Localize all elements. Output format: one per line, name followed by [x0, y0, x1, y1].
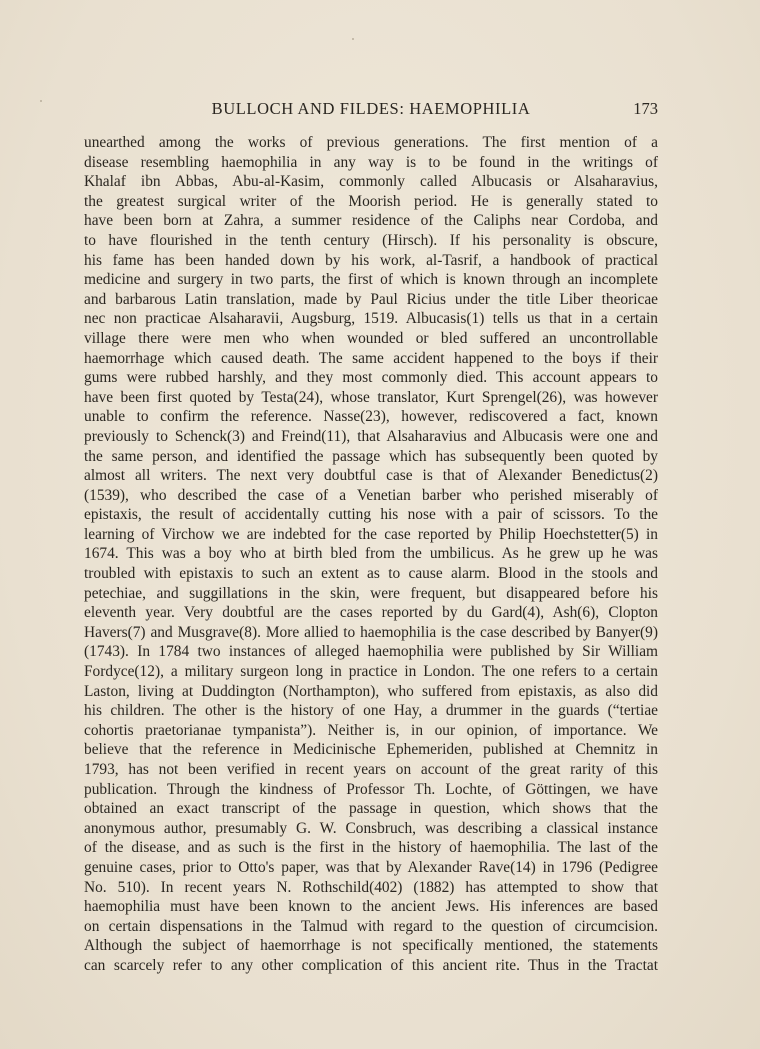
text-line: his fame has been handed down by his work, al-Tasrif, a handbook of practical: [84, 251, 658, 269]
text-line: obtained an exact transcript of the passage in question, which shows that the: [84, 800, 658, 818]
text-line: Fordyce(12), a military surgeon long in practice in London. The one refers to a certain: [84, 663, 658, 681]
text-line: his children. The other is the history of one Hay, a drummer in the guards (“tertiae: [84, 702, 658, 720]
body-paragraph: [84, 133, 658, 976]
page-header: [84, 99, 658, 121]
text-line: anonymous author, presumably G. W. Consbruch, was describing a classical instance: [84, 819, 658, 837]
text-line: troubled with epistaxis to such an extent as to cause alarm. Blood in the stools and: [84, 565, 658, 583]
text-line: have been first quoted by Testa(24), whose translator, Kurt Sprengel(26), was however: [84, 388, 658, 406]
text-line: can scarcely refer to any other complication of this ancient rite. Thus in the Tractat: [84, 956, 658, 974]
text-line: 1674. This was a boy who at birth bled from the umbilicus. As he grew up he was: [84, 545, 658, 563]
text-line: and barbarous Latin translation, made by Paul Ricius under the title Liber theoricae: [84, 290, 658, 308]
text-line: epistaxis, the result of accidentally cutting his nose with a pair of scissors. To the: [84, 506, 658, 524]
text-line: nec non practicae Alsaharavii, Augsburg, 1519. Albucasis(1) tells us that in a certain: [84, 310, 658, 328]
text-line: Khalaf ibn Abbas, Abu-al-Kasim, commonly called Albucasis or Alsaharavius,: [84, 173, 658, 191]
text-line: No. 510). In recent years N. Rothschild(402) (1882) has attempted to show that: [84, 878, 658, 896]
text-line: petechiae, and suggillations in the skin, were frequent, but disappeared before his: [84, 584, 658, 602]
paper-speck: [352, 38, 354, 40]
text-line: disease resembling haemophilia in any way is to be found in the writings of: [84, 153, 658, 171]
text-line: publication. Through the kindness of Professor Th. Lochte, of Göttingen, we have: [84, 780, 658, 798]
text-line: gums were rubbed harshly, and they most commonly died. This account appears to: [84, 369, 658, 387]
text-line: eleventh year. Very doubtful are the cases reported by du Gard(4), Ash(6), Clopton: [84, 604, 658, 622]
text-line: unable to confirm the reference. Nasse(23), however, rediscovered a fact, known: [84, 408, 658, 426]
text-line: village there were men who when wounded or bled suffered an uncontrollable: [84, 329, 658, 347]
text-line: Although the subject of haemorrhage is not specifically mentioned, the statements: [84, 937, 658, 955]
running-title: BULLOCH AND FILDES: HAEMOPHILIA: [211, 99, 531, 118]
text-line: genuine cases, prior to Otto's paper, was that by Alexander Rave(14) in 1796 (Pedigree: [84, 858, 658, 876]
text-line: Laston, living at Duddington (Northampton), who suffered from epistaxis, as also did: [84, 682, 658, 700]
text-line: 1793, has not been verified in recent years on account of the great rarity of this: [84, 761, 658, 778]
text-line: previously to Schenck(3) and Freind(11), that Alsaharavius and Albucasis were one and: [84, 427, 658, 445]
paper-speck: [40, 100, 42, 102]
text-line: of the disease, and as such is the first in the history of haemophilia. The last of the: [84, 839, 658, 857]
text-line: haemophilia must have been known to the ancient Jews. His inferences are based: [84, 898, 658, 916]
text-line: the same person, and identified the passage which has subsequently been quoted by: [84, 447, 658, 465]
text-line: cohortis praetorianae tympanista”). Neither is, in our opinion, of importance. We: [84, 721, 658, 739]
text-line: learning of Virchow we are indebted for the case reported by Philip Hoechstetter(5) in: [84, 525, 658, 543]
text-line: haemorrhage which caused death. The same accident happened to the boys if their: [84, 349, 658, 367]
text-line: (1539), who described the case of a Venetian barber who perished miserably of: [84, 486, 658, 504]
text-line: almost all writers. The next very doubtful case is that of Alexander Benedictus(2): [84, 467, 658, 485]
text-line: medicine and surgery in two parts, the first of which is known through an incomplete: [84, 271, 658, 289]
text-line: unearthed among the works of previous generations. The first mention of a: [84, 134, 658, 151]
text-line: on certain dispensations in the Talmud with regard to the question of circumcision.: [84, 917, 658, 935]
text-line: believe that the reference in Medicinische Ephemeriden, published at Chemnitz in: [84, 741, 658, 759]
text-line: Havers(7) and Musgrave(8). More allied to haemophilia is the case described by Banyer(9): [84, 623, 658, 641]
text-line: (1743). In 1784 two instances of alleged haemophilia were published by Sir William: [84, 643, 658, 661]
text-line: to have flourished in the tenth century (Hirsch). If his personality is obscure,: [84, 231, 658, 249]
page-number: 173: [633, 99, 658, 118]
text-line: the greatest surgical writer of the Moorish period. He is generally stated to: [84, 192, 658, 210]
text-line: have been born at Zahra, a summer residence of the Caliphs near Cordoba, and: [84, 212, 658, 230]
